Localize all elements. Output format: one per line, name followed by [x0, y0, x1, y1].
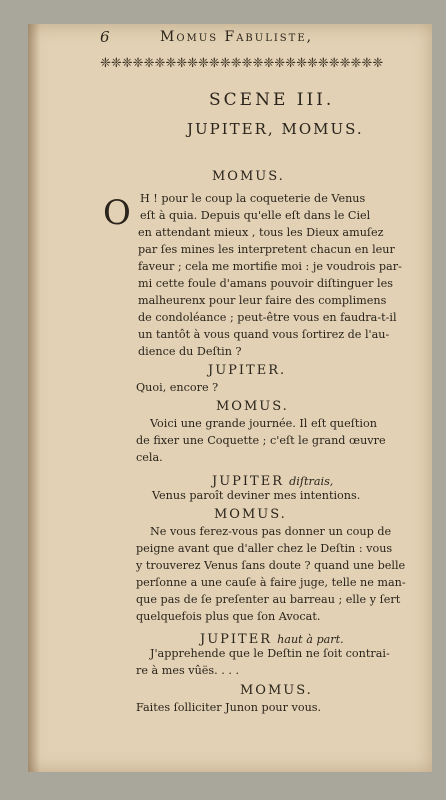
scene-title: SCENE III.: [209, 90, 335, 110]
text-line: J'apprehende que le Deſtin ne ſoit contrai-: [150, 647, 390, 660]
text-line: re à mes vûës. . . .: [136, 664, 240, 677]
speaker-momus: MOMUS.: [216, 399, 289, 414]
speaker-momus: MOMUS.: [214, 507, 287, 522]
drop-cap: O: [103, 193, 131, 233]
text-line: en attendant mieux , tous les Dieux amuſez: [138, 226, 384, 239]
speaker-momus: MOMUS.: [240, 683, 313, 698]
speaker-block: [200, 630, 344, 646]
ornament-row: ❈❈❈❈❈❈❈❈❈❈❈❈❈❈❈❈❈❈❈❈❈❈❈❈❈❈: [100, 56, 384, 71]
text-line: par ſes mines les interpretent chacun en leur: [138, 243, 395, 256]
page-number: 6: [100, 28, 110, 46]
text-line: malheurenx pour leur faire des complimens: [138, 294, 387, 307]
text-line: Ne vous ferez-vous pas donner un coup de: [150, 525, 392, 538]
text-line: Voici une grande journée. Il eſt queſtion: [150, 417, 377, 430]
running-title: Momus Fabuliste,: [160, 29, 314, 45]
text-line: Faites ſolliciter Junon pour vous.: [136, 701, 322, 714]
text-line: que pas de ſe preſenter au barreau ; elle y ſert: [136, 593, 401, 606]
stage-direction: diſtrais,: [289, 475, 334, 488]
text-line: Venus paroît deviner mes intentions.: [152, 489, 361, 502]
text-line: H ! pour le coup la coqueterie de Venus: [140, 192, 366, 205]
text-line: peigne avant que d'aller chez le Deſtin : vous: [136, 542, 393, 555]
speaker-block: [212, 472, 333, 488]
text-line: un tantôt à vous quand vous ſortirez de l'au-: [138, 328, 390, 341]
scene-characters: JUPITER, MOMUS.: [187, 120, 364, 138]
text-line: eſt à quia. Depuis qu'elle eſt dans le Ciel: [140, 209, 371, 222]
text-line: de condoléance ; peut-être vous en faudra-t-il: [138, 311, 397, 324]
text-line: y trouverez Venus ſans doute ? quand une belle: [136, 559, 406, 572]
page-gutter-shadow: [28, 24, 40, 772]
text-line: cela.: [136, 451, 163, 464]
stage-direction: haut à part.: [277, 633, 344, 646]
speaker-jupiter: JUPITER: [212, 474, 284, 489]
text-line: Quoi, encore ?: [136, 381, 219, 394]
speaker-jupiter: JUPITER.: [208, 363, 287, 378]
text-line: dience du Deſtin ?: [138, 345, 242, 358]
text-line: mi cette foule d'amans pouvoir diſtinguer les: [138, 277, 393, 290]
text-line: faveur ; cela me mortifie moi : je voudrois par-: [138, 260, 402, 273]
text-line: de fixer une Coquette ; c'eſt le grand œuvre: [136, 434, 386, 447]
ornamental-band: [100, 56, 400, 72]
speaker-momus: MOMUS.: [212, 169, 285, 184]
speaker-jupiter: JUPITER: [200, 632, 272, 647]
text-line: quelquefois plus que ſon Avocat.: [136, 610, 321, 623]
text-line: perſonne a une cauſe à faire juge, telle ne man-: [136, 576, 406, 589]
